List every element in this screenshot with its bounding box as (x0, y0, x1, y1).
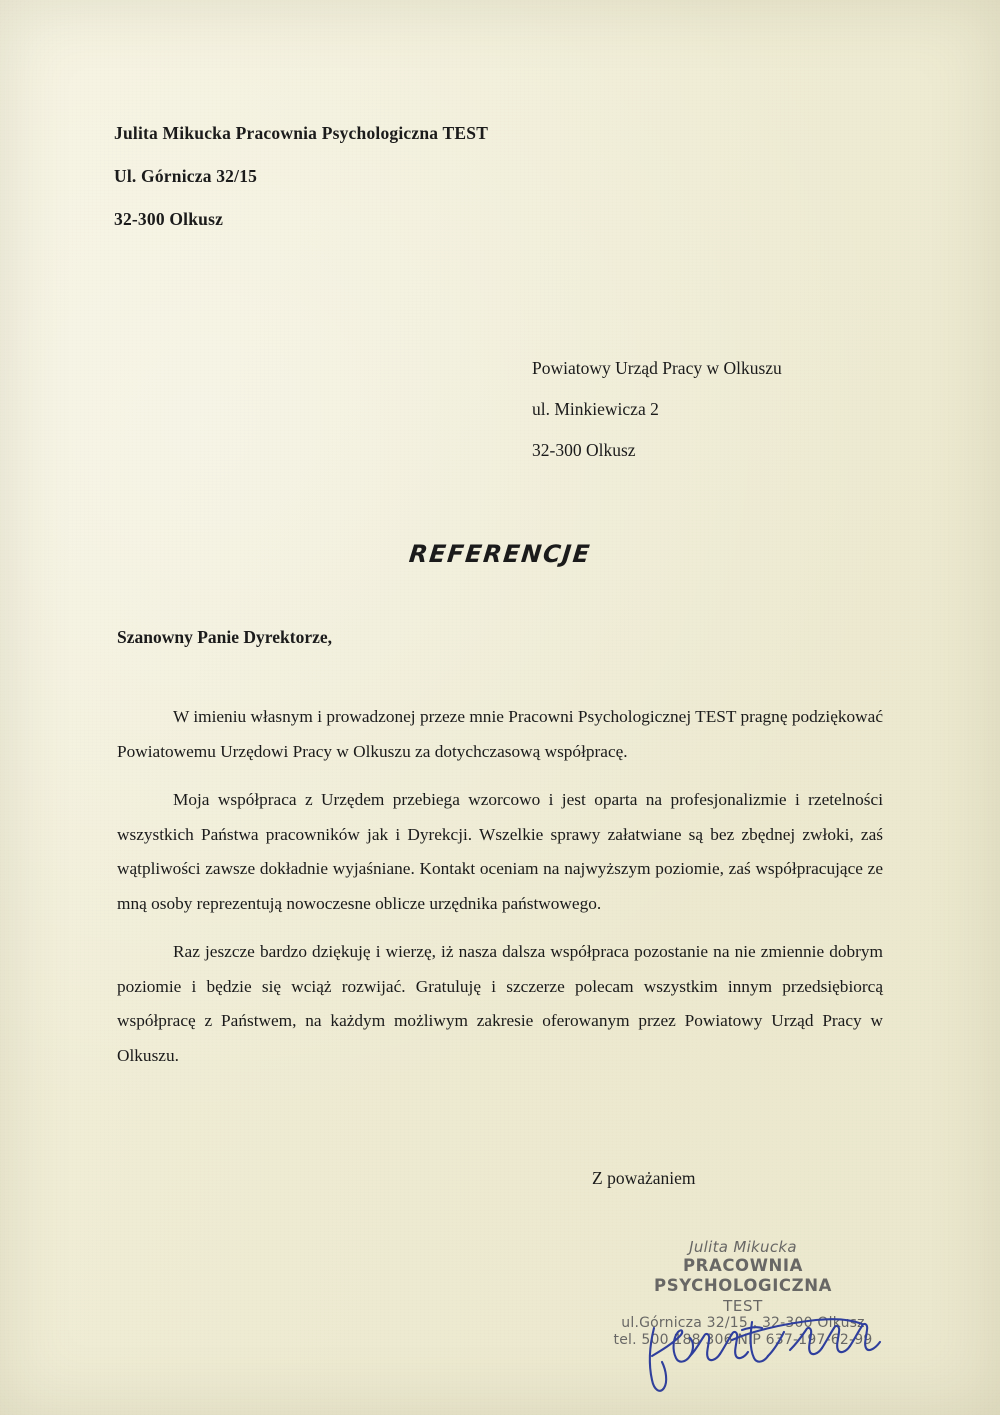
handwritten-signature-icon (640, 1310, 900, 1400)
sender-line-3: 32-300 Olkusz (114, 209, 224, 229)
recipient-address-block (532, 348, 782, 471)
salutation: Szanowny Panie Dyrektorze, (117, 627, 332, 647)
stamp-address: ul.Górnicza 32/15 , 32-300 Olkusz (621, 1314, 865, 1331)
recipient-line-3: 32-300 Olkusz (532, 440, 636, 460)
sender-line-2: Ul. Górnicza 32/15 (114, 166, 258, 186)
body-paragraph-3: Raz jeszcze bardzo dziękuję i wierzę, iż nasza dalsza współpraca pozostanie na nie zmiennie dobrym poziomie i będzie się wciąż rozwijać. Gratuluję i szczerze polecam wszystkim innym przedsiębiorcą współpracę z Państwem, na każdym możliwym zakresie oferowanym przez Powiatowy Urząd Pracy w Olkuszu. (117, 942, 883, 1065)
stamp-brand: TEST (723, 1296, 763, 1315)
letter-body (117, 700, 883, 1087)
stamp-contact: tel. 500 188 306 NIP 637-197-62-99 (613, 1331, 873, 1348)
body-paragraph-2: Moja współpraca z Urzędem przebiega wzorcowo i jest oparta na profesjonalizmie i rzetelności wszystkich Państwa pracowników jak i Dyrekcji. Wszelkie sprawy załatwiane są bez zbędnej zwłoki, zaś wątpliwości zawsze dokładnie wyjaśniane. Kontakt oceniam na najwyższym poziomie, zaś współpracujące ze mną osoby reprezentują nowoczesne oblicze urzędnika państwowego. (117, 790, 883, 913)
body-paragraph-1: W imieniu własnym i prowadzonej przeze mnie Pracowni Psychologicznej TEST pragnę podziękować Powiatowemu Urzędowi Pracy w Olkuszu za dotychczasową współpracę. (117, 707, 883, 761)
stamp-organization: PRACOWNIA PSYCHOLOGICZNA (654, 1256, 832, 1296)
recipient-line-1: Powiatowy Urząd Pracy w Olkuszu (532, 358, 782, 378)
stamp-name: Julita Mikucka (689, 1238, 797, 1256)
recipient-line-2: ul. Minkiewicza 2 (532, 399, 659, 419)
document-title: REFERENCJE (407, 540, 593, 568)
sender-address-block (114, 112, 488, 241)
sender-line-1: Julita Mikucka Pracownia Psychologiczna TEST (114, 123, 489, 143)
closing-phrase: Z poważaniem (592, 1168, 696, 1188)
